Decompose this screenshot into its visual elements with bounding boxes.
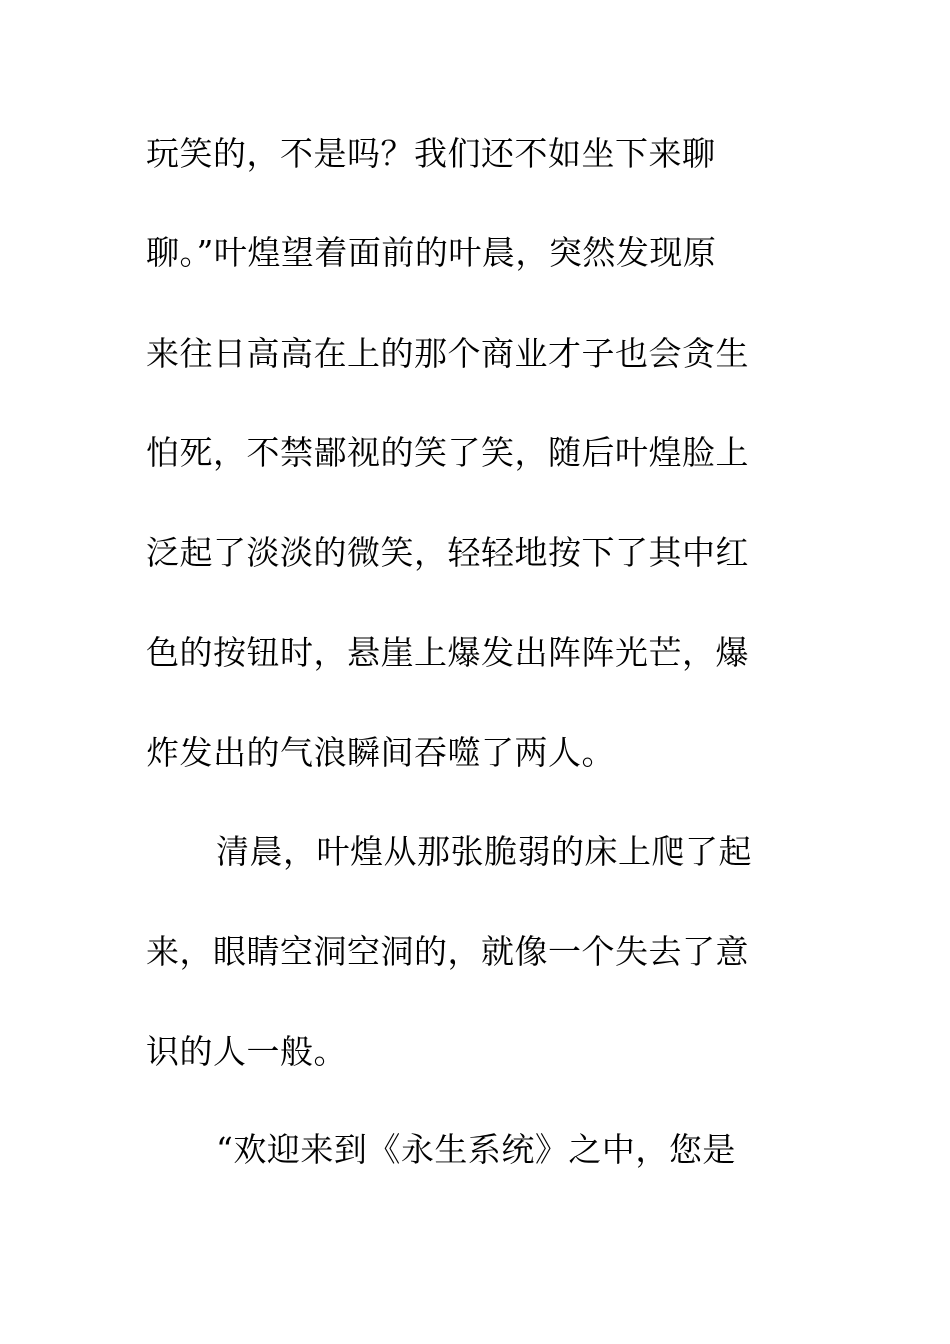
paragraph-start-line: 清晨，叶煌从那张脆弱的床上爬了起 <box>216 832 752 871</box>
text-line: 聊。”叶煌望着面前的叶晨，突然发现原 <box>146 233 717 272</box>
text-line: 怕死，不禁鄙视的笑了笑，随后叶煌脸上 <box>146 433 749 472</box>
text-line: 炸发出的气浪瞬间吞噬了两人。 <box>146 733 615 772</box>
paragraph-start-line: “欢迎来到《永生系统》之中，您是 <box>216 1130 736 1169</box>
text-line: 玩笑的，不是吗？我们还不如坐下来聊 <box>146 134 716 173</box>
text-line: 来往日高高在上的那个商业才子也会贪生 <box>146 334 749 373</box>
text-line: 泛起了淡淡的微笑，轻轻地按下了其中红 <box>146 533 749 572</box>
text-line: 识的人一般。 <box>146 1032 347 1071</box>
text-line: 来，眼睛空洞空洞的，就像一个失去了意 <box>146 932 749 971</box>
text-line: 色的按钮时，悬崖上爆发出阵阵光芒，爆 <box>146 633 749 672</box>
